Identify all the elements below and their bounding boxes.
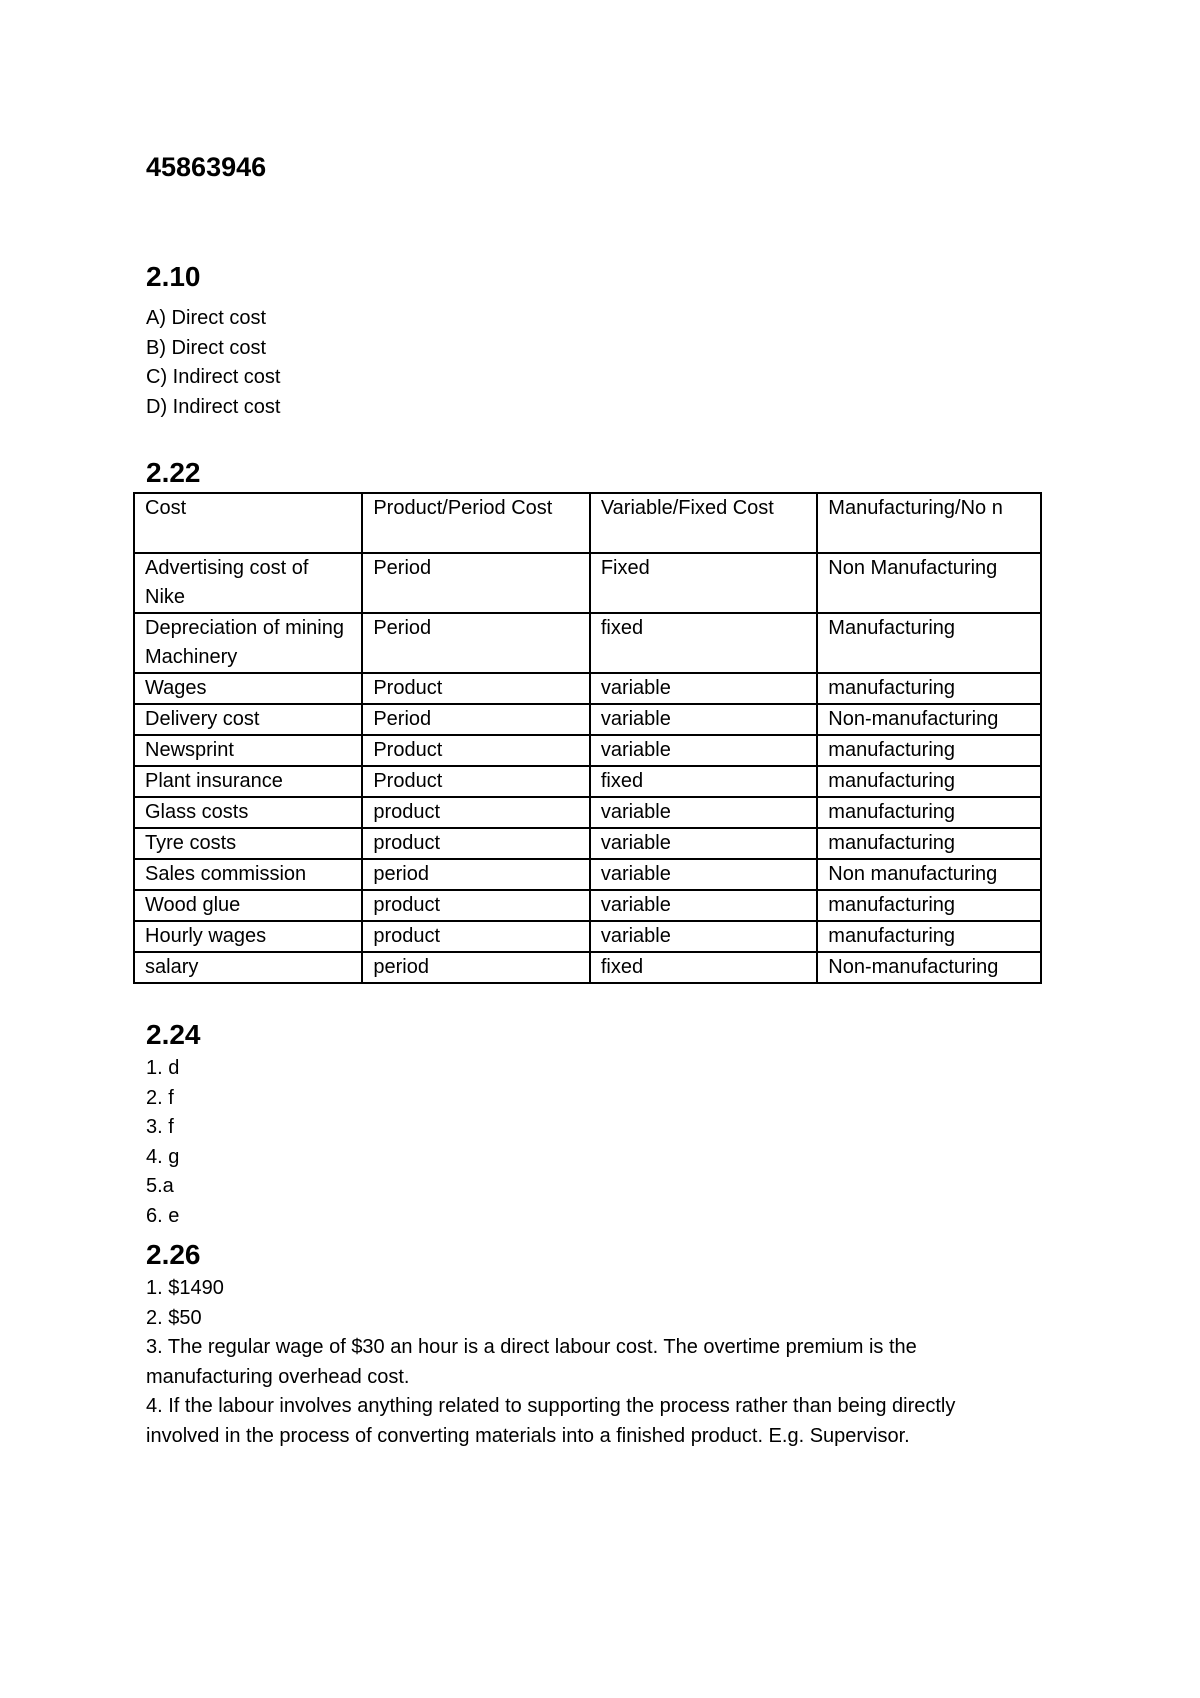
table-cell: Tyre costs xyxy=(134,828,362,859)
table-cell: manufacturing xyxy=(817,766,1041,797)
table-cell: product xyxy=(362,797,589,828)
table-cell: Glass costs xyxy=(134,797,362,828)
section-2-26-answers xyxy=(146,1274,1026,1451)
table-cell: manufacturing xyxy=(817,735,1041,766)
section-heading-2-24: 2.24 xyxy=(146,1019,201,1050)
answer-line: 3. f xyxy=(146,1116,174,1138)
table-cell: manufacturing xyxy=(817,921,1041,952)
table-cell: Product xyxy=(362,673,589,704)
column-header-product-period: Product/Period Cost xyxy=(362,493,589,553)
table-cell: period xyxy=(362,859,589,890)
table-cell: Period xyxy=(362,704,589,735)
table-row xyxy=(134,673,1041,704)
table-row xyxy=(134,766,1041,797)
table-cell: manufacturing xyxy=(817,797,1041,828)
table-cell: variable xyxy=(590,921,817,952)
table-row xyxy=(134,921,1041,952)
table-cell: manufacturing xyxy=(817,828,1041,859)
column-header-cost: Cost xyxy=(134,493,362,553)
table-cell: variable xyxy=(590,797,817,828)
table-cell: Non-manufacturing xyxy=(817,704,1041,735)
table-cell: variable xyxy=(590,890,817,921)
table-cell: variable xyxy=(590,673,817,704)
table-row xyxy=(134,828,1041,859)
answer-line: A) Direct cost xyxy=(146,307,267,329)
answer-line: 6. e xyxy=(146,1204,180,1227)
document-id: 45863946 xyxy=(146,152,267,182)
answer-line: 1. d xyxy=(146,1057,180,1079)
answer-paragraph: 3. The regular wage of $30 an hour is a direct labour cost. The overtime premium is the manufacturing overhead cost. xyxy=(146,1336,917,1388)
table-cell: Product xyxy=(362,735,589,766)
table-row xyxy=(134,797,1041,828)
table-cell: Non-manufacturing xyxy=(817,952,1041,983)
table-cell: product xyxy=(362,921,589,952)
table-row xyxy=(134,704,1041,735)
table-cell: Product xyxy=(362,766,589,797)
table-cell: Newsprint xyxy=(134,735,362,766)
table-cell: Hourly wages xyxy=(134,921,362,952)
table-cell: salary xyxy=(134,952,362,983)
table-row xyxy=(134,613,1041,673)
answer-line: B) Direct cost xyxy=(146,336,267,359)
table-cell: Wood glue xyxy=(134,890,362,921)
table-cell: product xyxy=(362,828,589,859)
table-cell: fixed xyxy=(590,952,817,983)
table-cell: period xyxy=(362,952,589,983)
table-cell: Sales commission xyxy=(134,859,362,890)
table-cell: Delivery cost xyxy=(134,704,362,735)
table-header-row xyxy=(134,493,1041,553)
answer-line: 2. $50 xyxy=(146,1306,202,1329)
column-header-variable-fixed: Variable/Fixed Cost xyxy=(590,493,817,553)
answer-line: 1. $1490 xyxy=(146,1277,224,1299)
table-row xyxy=(134,859,1041,890)
section-2-24-answers xyxy=(146,1054,179,1231)
table-cell: fixed xyxy=(590,613,817,673)
table-row xyxy=(134,553,1041,613)
table-cell: variable xyxy=(590,735,817,766)
answer-paragraph: 4. If the labour involves anything related to supporting the process rather than being directly involved in the process of converting materials into a finished product. E.g. Supervisor. xyxy=(146,1395,956,1447)
table-cell: Wages xyxy=(134,673,362,704)
answer-line: C) Indirect cost xyxy=(146,366,281,388)
table-cell: Depreciation of mining Machinery xyxy=(134,613,362,673)
table-cell: Non Manufacturing xyxy=(817,553,1041,613)
answer-line: 5.a xyxy=(146,1175,174,1197)
section-heading-2-22: 2.22 xyxy=(146,457,201,488)
answer-line: D) Indirect cost xyxy=(146,395,281,418)
table-cell: Period xyxy=(362,613,589,673)
answer-line: 2. f xyxy=(146,1086,174,1109)
table-cell: Fixed xyxy=(590,553,817,613)
table-cell: Non manufacturing xyxy=(817,859,1041,890)
table-cell: fixed xyxy=(590,766,817,797)
section-heading-2-26: 2.26 xyxy=(146,1239,201,1270)
table-cell: manufacturing xyxy=(817,673,1041,704)
table-cell: Period xyxy=(362,553,589,613)
table-row xyxy=(134,735,1041,766)
table-cell: variable xyxy=(590,704,817,735)
answer-line: 4. g xyxy=(146,1145,180,1168)
table-cell: variable xyxy=(590,859,817,890)
cost-classification-table xyxy=(133,492,1042,984)
section-2-10-answers xyxy=(146,304,280,422)
table-cell: product xyxy=(362,890,589,921)
table-cell: manufacturing xyxy=(817,890,1041,921)
column-header-manufacturing: Manufacturing/No n xyxy=(817,493,1041,553)
table-cell: variable xyxy=(590,828,817,859)
table-cell: Advertising cost of Nike xyxy=(134,553,362,613)
section-heading-2-10: 2.10 xyxy=(146,261,201,292)
table-cell: Manufacturing xyxy=(817,613,1041,673)
table-row xyxy=(134,890,1041,921)
table-row xyxy=(134,952,1041,983)
table-cell: Plant insurance xyxy=(134,766,362,797)
